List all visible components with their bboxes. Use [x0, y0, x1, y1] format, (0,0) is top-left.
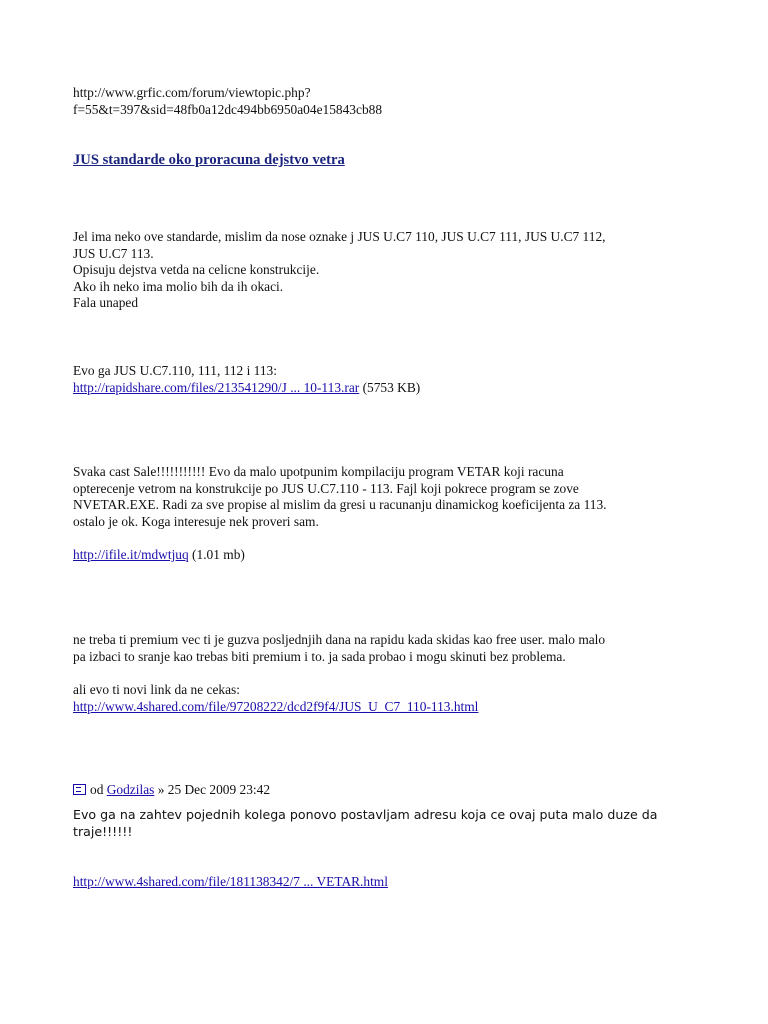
post-1-line-2: JUS U.C7 113.: [73, 245, 154, 261]
topic-url-line-1: http://www.grfic.com/forum/viewtopic.php?: [73, 85, 311, 100]
topic-title-link[interactable]: JUS standarde oko proracuna dejstvo vetra: [73, 152, 345, 168]
ifile-link[interactable]: http://ifile.it/mdwtjuq: [73, 547, 189, 562]
post-date: » 25 Dec 2009 23:42: [154, 782, 271, 797]
post-2-file-size: (5753 KB): [359, 379, 421, 395]
post-4-line-2: pa izbaci to sranje kao trebas biti premium i to. ja sada probao i mogu skinuti bez problema.: [73, 648, 566, 664]
4shared-link-2[interactable]: http://www.4shared.com/file/181138342/7 ... VETAR.html: [73, 874, 388, 889]
post-4: [73, 632, 713, 665]
4shared-link-1[interactable]: http://www.4shared.com/file/97208222/dcd2f9f4/JUS_U_C7_110-113.html: [73, 698, 479, 714]
post-3-line-4: ostalo je ok. Koga interesuje nek proveri sam.: [73, 513, 319, 529]
post-1-line-1: Jel ima neko ove standarde, mislim da nose oznake j JUS U.C7 110, JUS U.C7 111, JUS U.C7 112,: [73, 229, 606, 244]
topic-title-row: [73, 152, 713, 169]
post-5-link-row: [73, 874, 713, 891]
post-1-line-5: Fala unaped: [73, 295, 139, 310]
rapidshare-link[interactable]: http://rapidshare.com/files/213541290/J ... 10-113.rar: [73, 379, 360, 395]
post-icon[interactable]: [73, 784, 86, 795]
post-4-link-block: [73, 682, 713, 715]
topic-url-line-2: f=55&t=397&sid=48fb0a12dc494bb6950a04e15843cb88: [73, 101, 383, 117]
topic-url-block: [73, 85, 713, 118]
post-4-text: ali evo ti novi link da ne cekas:: [73, 682, 240, 697]
post-3: [73, 464, 713, 530]
post-1-line-3: Opisuju dejstva vetda na celicne konstrukcije.: [73, 262, 320, 277]
post-1-line-4: Ako ih neko ima molio bih da ih okaci.: [73, 278, 284, 294]
post-3-file-size: (1.01 mb): [188, 547, 245, 562]
author-prefix: od: [90, 782, 107, 797]
author-link[interactable]: Godzilas: [106, 782, 155, 797]
post-2-text: Evo ga JUS U.C7.110, 111, 112 i 113:: [73, 363, 277, 378]
post-2-link-row: [73, 380, 713, 397]
post-3-line-1: Svaka cast Sale!!!!!!!!!!! Evo da malo upotpunim kompilaciju program VETAR koji racuna: [73, 464, 564, 479]
post-5-header: [73, 782, 713, 799]
post-4-link-row: [73, 699, 713, 716]
post-3-link-row: [73, 547, 713, 564]
post-2: [73, 363, 713, 396]
post-3-line-3: NVETAR.EXE. Radi za sve propise al mislim da gresi u racunanju dinamickog koeficijenta za 113.: [73, 497, 607, 512]
post-3-line-2: opterecenje vetrom na konstrukcije po JUS U.C7.110 - 113. Fajl koji pokrece program se zove: [73, 480, 579, 496]
post-4-line-1: ne treba ti premium vec ti je guzva posljednjih dana na rapidu kada skidas kao free user. malo malo: [73, 632, 606, 647]
post-5-line-1: Evo ga na zahtev pojednih kolega ponovo postavljam adresu koja ce ovaj puta malo duze da: [73, 807, 658, 822]
post-5-line-2: traje!!!!!!: [73, 823, 133, 839]
post-1: [73, 229, 713, 312]
post-5: [73, 807, 713, 840]
